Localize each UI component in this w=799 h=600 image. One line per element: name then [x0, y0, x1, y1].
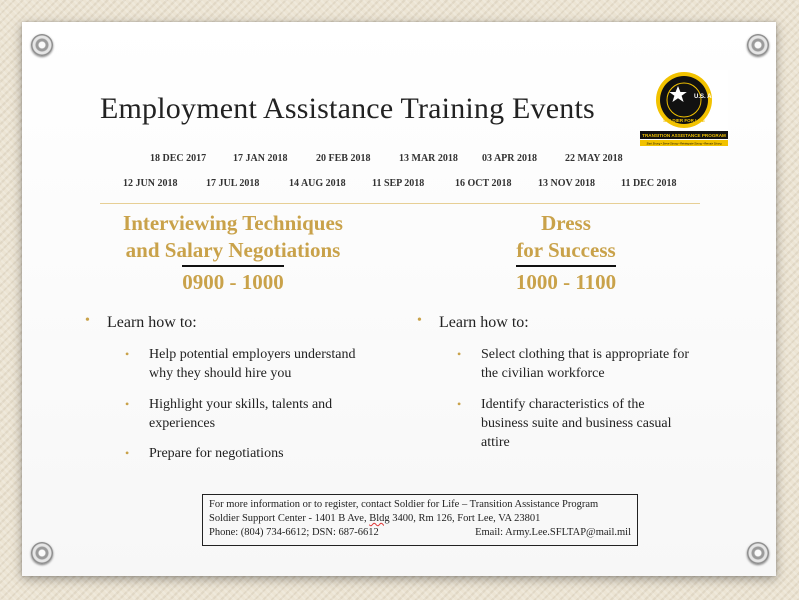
date-item: 13 NOV 2018: [538, 178, 596, 189]
session-heading-dress: [490, 210, 642, 296]
learn-label: Learn how to:: [107, 314, 197, 331]
divider: [100, 203, 700, 204]
date-item: 20 FEB 2018: [316, 153, 371, 164]
item-line: Prepare for negotiations: [149, 446, 284, 461]
list-item: [125, 444, 284, 463]
logo-tagline: Start Strong • Serve Strong • Reintegrate Strong • Remain Strong: [646, 142, 722, 146]
item-line: why they should hire you: [149, 366, 292, 381]
contact-row: [209, 526, 631, 540]
bullet-dot-icon: •: [457, 397, 462, 411]
bullet-dot-icon: •: [457, 347, 462, 361]
date-item: 22 MAY 2018: [565, 153, 623, 164]
learn-heading-right: [417, 313, 529, 332]
bullet-dot-icon: •: [417, 313, 422, 328]
session-time: 0900 - 1000: [182, 265, 284, 296]
logo-ring-text: SOLDIER FOR LIFE: [663, 118, 705, 123]
date-item: 13 MAR 2018: [399, 153, 458, 164]
bullet-dot-icon: •: [85, 313, 90, 328]
date-item: 11 DEC 2018: [621, 178, 677, 189]
item-line: Highlight your skills, talents and: [149, 397, 333, 412]
date-item: 14 AUG 2018: [289, 178, 346, 189]
heading-line: Interviewing Techniques: [123, 211, 343, 235]
logo-top-text: U.S. ARMY: [694, 94, 725, 100]
address-bldg: Bldg: [369, 513, 390, 524]
session-heading-interviewing: [100, 210, 366, 296]
date-item: 03 APR 2018: [482, 153, 537, 164]
list-item: [125, 345, 356, 383]
contact-email[interactable]: Email: Army.Lee.SFLTAP@mail.mil: [475, 527, 631, 538]
item-line: Select clothing that is appropriate for: [481, 347, 689, 362]
bullet-dot-icon: •: [125, 347, 130, 361]
bullet-dot-icon: •: [125, 397, 130, 411]
page-title: Employment Assistance Training Events: [100, 92, 595, 125]
army-soldier-for-life-logo: [640, 70, 728, 150]
address-text: Soldier Support Center - 1401 B Ave,: [209, 513, 370, 524]
date-item: 17 JAN 2018: [233, 153, 288, 164]
item-line: experiences: [149, 416, 216, 431]
logo-banner-text: TRANSITION ASSISTANCE PROGRAM: [642, 133, 726, 138]
item-line: Identify characteristics of the: [481, 397, 645, 412]
heading-line: Dress: [541, 211, 591, 235]
heading-line: and Salary Negotiations: [125, 238, 341, 262]
bullet-dot-icon: •: [125, 446, 130, 460]
pushpin-icon: [31, 542, 53, 564]
contact-address: [209, 512, 631, 526]
date-item: 16 OCT 2018: [455, 178, 512, 189]
heading-line: for Success: [516, 238, 616, 262]
date-item: 18 DEC 2017: [150, 153, 207, 164]
learn-label: Learn how to:: [439, 314, 529, 331]
list-item: [457, 345, 689, 383]
pushpin-icon: [747, 34, 769, 56]
address-text: 3400, Rm 126, Fort Lee, VA 23801: [389, 513, 541, 524]
contact-info-box: [202, 494, 638, 546]
session-time: 1000 - 1100: [516, 265, 616, 296]
contact-line: For more information or to register, contact Soldier for Life – Transition Assistance Program: [209, 499, 599, 510]
list-item: [125, 395, 333, 433]
learn-heading-left: [85, 313, 197, 332]
item-line: business suite and business casual: [481, 416, 672, 431]
date-item: 17 JUL 2018: [206, 178, 260, 189]
item-line: Help potential employers understand: [149, 347, 356, 362]
contact-phone: Phone: (804) 734-6612; DSN: 687-6612: [209, 527, 379, 538]
list-item: [457, 395, 672, 452]
date-item: 12 JUN 2018: [123, 178, 178, 189]
item-line: attire: [481, 435, 510, 450]
pushpin-icon: [747, 542, 769, 564]
pushpin-icon: [31, 34, 53, 56]
item-line: the civilian workforce: [481, 366, 605, 381]
date-item: 11 SEP 2018: [372, 178, 425, 189]
